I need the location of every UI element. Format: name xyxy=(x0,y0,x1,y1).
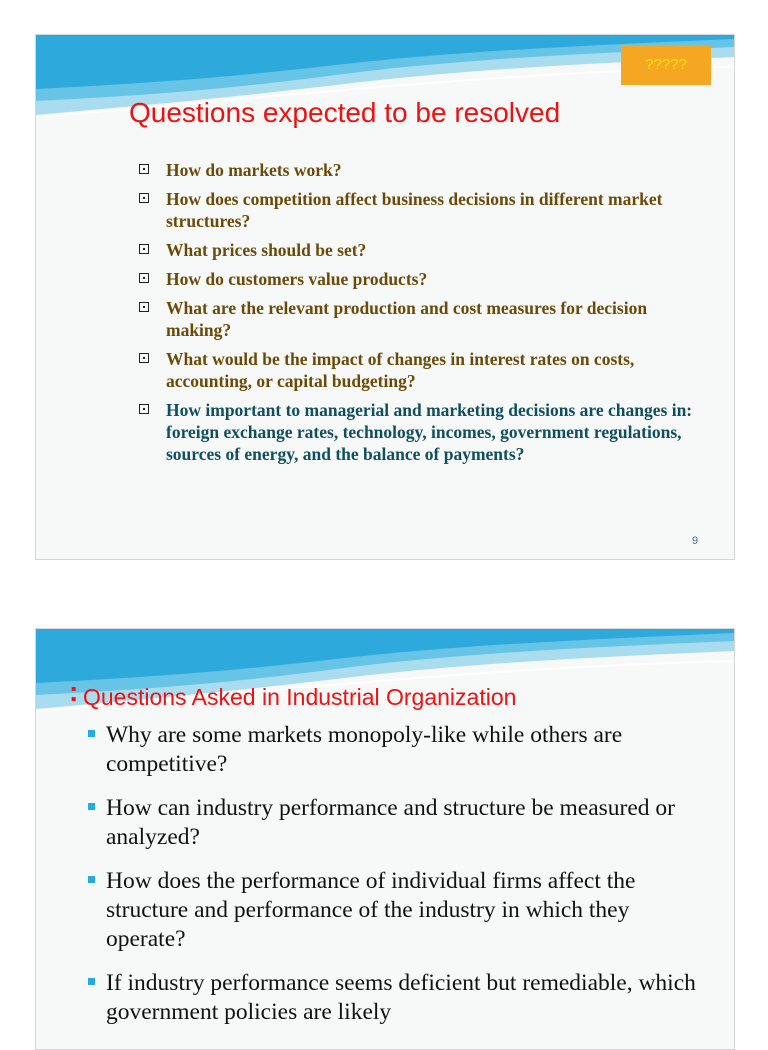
list-item xyxy=(134,348,709,392)
list-item-text: What would be the impact of changes in interest rates on costs, accounting, or capital budgeting? xyxy=(166,349,635,391)
list-item xyxy=(88,794,708,852)
placeholder-badge: ????? xyxy=(621,45,711,85)
list-item-text: How does competition affect business decisions in different market structures? xyxy=(166,189,663,231)
list-item-text: How does the performance of individual firms affect the structure and performance of the industry in which they operate? xyxy=(106,868,636,952)
title-marker: : xyxy=(69,676,79,707)
square-bullet-icon xyxy=(88,730,95,737)
list-item-text: How do customers value products? xyxy=(166,269,428,289)
page-number: 9 xyxy=(692,535,699,547)
square-bullet-icon xyxy=(139,193,149,203)
square-bullet-icon xyxy=(88,803,95,810)
square-bullet-icon xyxy=(139,404,149,414)
list-item xyxy=(134,159,709,181)
list-item xyxy=(88,969,708,1027)
square-bullet-icon xyxy=(139,353,149,363)
slide-title: Questions expected to be resolved xyxy=(129,97,561,128)
question-list xyxy=(134,159,709,472)
square-bullet-icon xyxy=(139,164,149,174)
list-item xyxy=(134,399,709,465)
square-bullet-icon xyxy=(88,876,95,883)
list-item-text: What are the relevant production and cost measures for decision making? xyxy=(166,298,648,340)
list-item xyxy=(88,721,708,779)
list-item-text: If industry performance seems deficient but remediable, which government policies are likely xyxy=(106,970,696,1025)
list-item xyxy=(134,188,709,232)
list-item-text: How do markets work? xyxy=(166,160,342,180)
slide-title: Questions Asked in Industrial Organization xyxy=(83,684,517,710)
list-item-text: How important to managerial and marketing decisions are changes in: foreign exchange rates, technology, incomes, government regulations, sources of energy, and the balance of payments? xyxy=(166,400,693,464)
list-item xyxy=(88,867,708,954)
list-item-text: What prices should be set? xyxy=(166,240,367,260)
list-item-text: Why are some markets monopoly-like while others are competitive? xyxy=(106,722,623,777)
slide-industrial-organization xyxy=(35,628,735,1050)
list-item-text: How can industry performance and structure be measured or analyzed? xyxy=(106,795,676,850)
square-bullet-icon xyxy=(139,244,149,254)
square-bullet-icon xyxy=(139,302,149,312)
list-item xyxy=(134,268,709,290)
list-item xyxy=(134,239,709,261)
square-bullet-icon xyxy=(139,273,149,283)
slide-questions-expected xyxy=(35,34,735,560)
list-item xyxy=(134,297,709,341)
question-list xyxy=(88,721,708,1042)
square-bullet-icon xyxy=(88,978,95,985)
